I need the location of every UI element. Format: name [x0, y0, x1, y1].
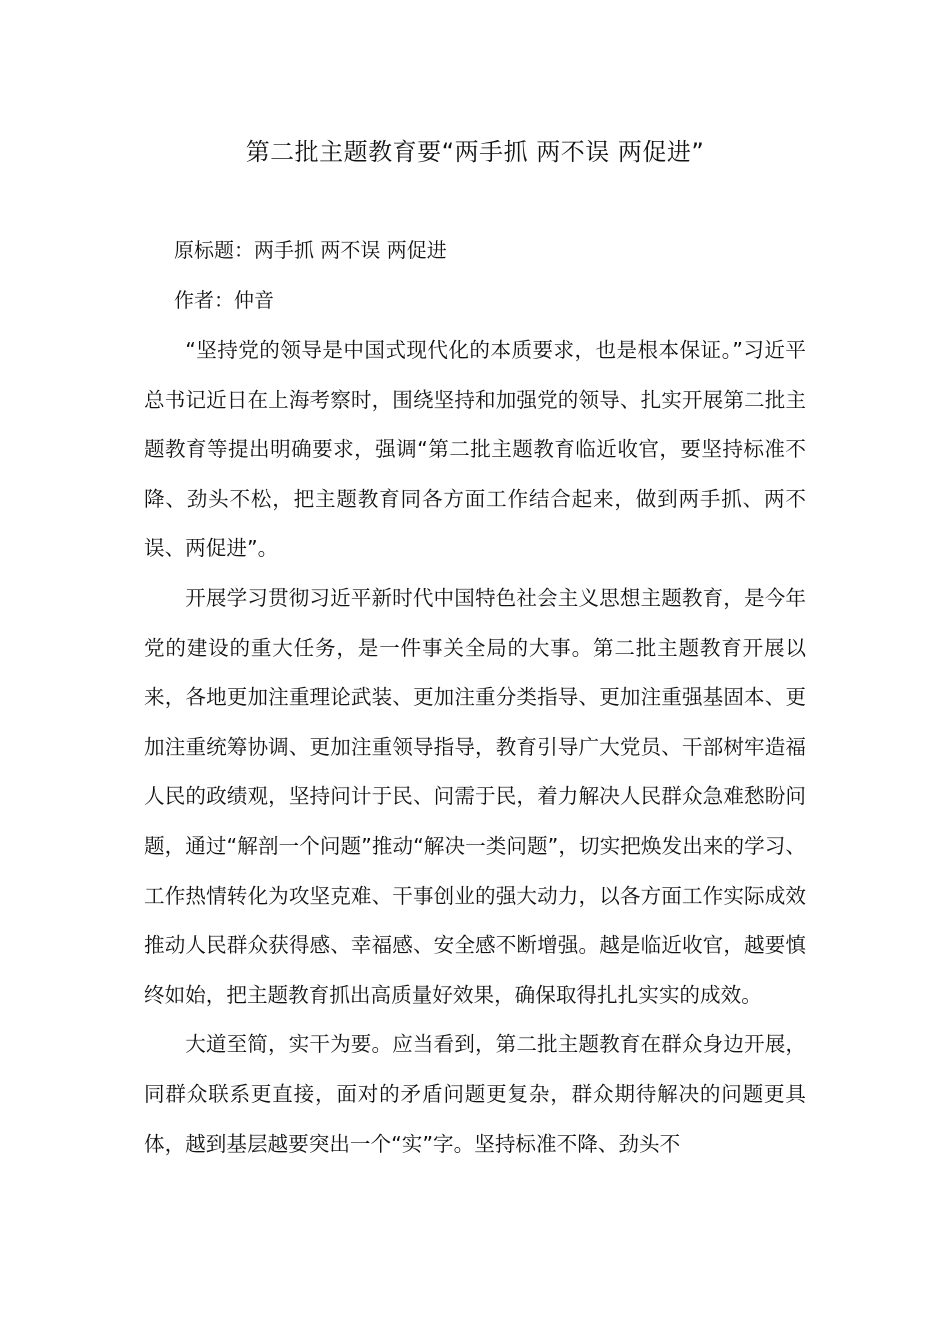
document-body: [144, 326, 806, 1169]
paragraph: “坚持党的领导是中国式现代化的本质要求，也是根本保证。”习近平总书记近日在上海考察时，围绕坚持和加强党的领导、扎实开展第二批主题教育等提出明确要求，强调“第二批主题教育临近收官，要坚持标准不降、劲头不松，把主题教育同各方面工作结合起来，做到两手抓、两不误、两促进”。: [144, 338, 806, 561]
original-title-line: 原标题：两手抓 两不误 两促进: [174, 238, 447, 262]
document-title: 第二批主题教育要“两手抓 两不误 两促进”: [245, 138, 705, 166]
author-line: 作者：仲音: [174, 288, 274, 312]
paragraph: 开展学习贯彻习近平新时代中国特色社会主义思想主题教育，是今年党的建设的重大任务，是一件事关全局的大事。第二批主题教育开展以来，各地更加注重理论武装、更加注重分类指导、更加注重强基固本、更加注重统筹协调、更加注重领导指导，教育引导广大党员、干部树牢造福人民的政绩观，坚持问计于民、问需于民，着力解决人民群众急难愁盼问题，通过“解剖一个问题”推动“解决一类问题”，切实把焕发出来的学习、工作热情转化为攻坚克难、干事创业的强大动力，以各方面工作实际成效推动人民群众获得感、幸福感、安全感不断增强。越是临近收官，越要慎终如始，把主题教育抓出高质量好效果，确保取得扎扎实实的成效。: [144, 585, 806, 1007]
paragraph: 大道至简，实干为要。应当看到，第二批主题教育在群众身边开展，同群众联系更直接，面对的矛盾问题更复杂，群众期待解决的问题更具体，越到基层越要突出一个“实”字。坚持标准不降、劲头不: [144, 1032, 806, 1156]
